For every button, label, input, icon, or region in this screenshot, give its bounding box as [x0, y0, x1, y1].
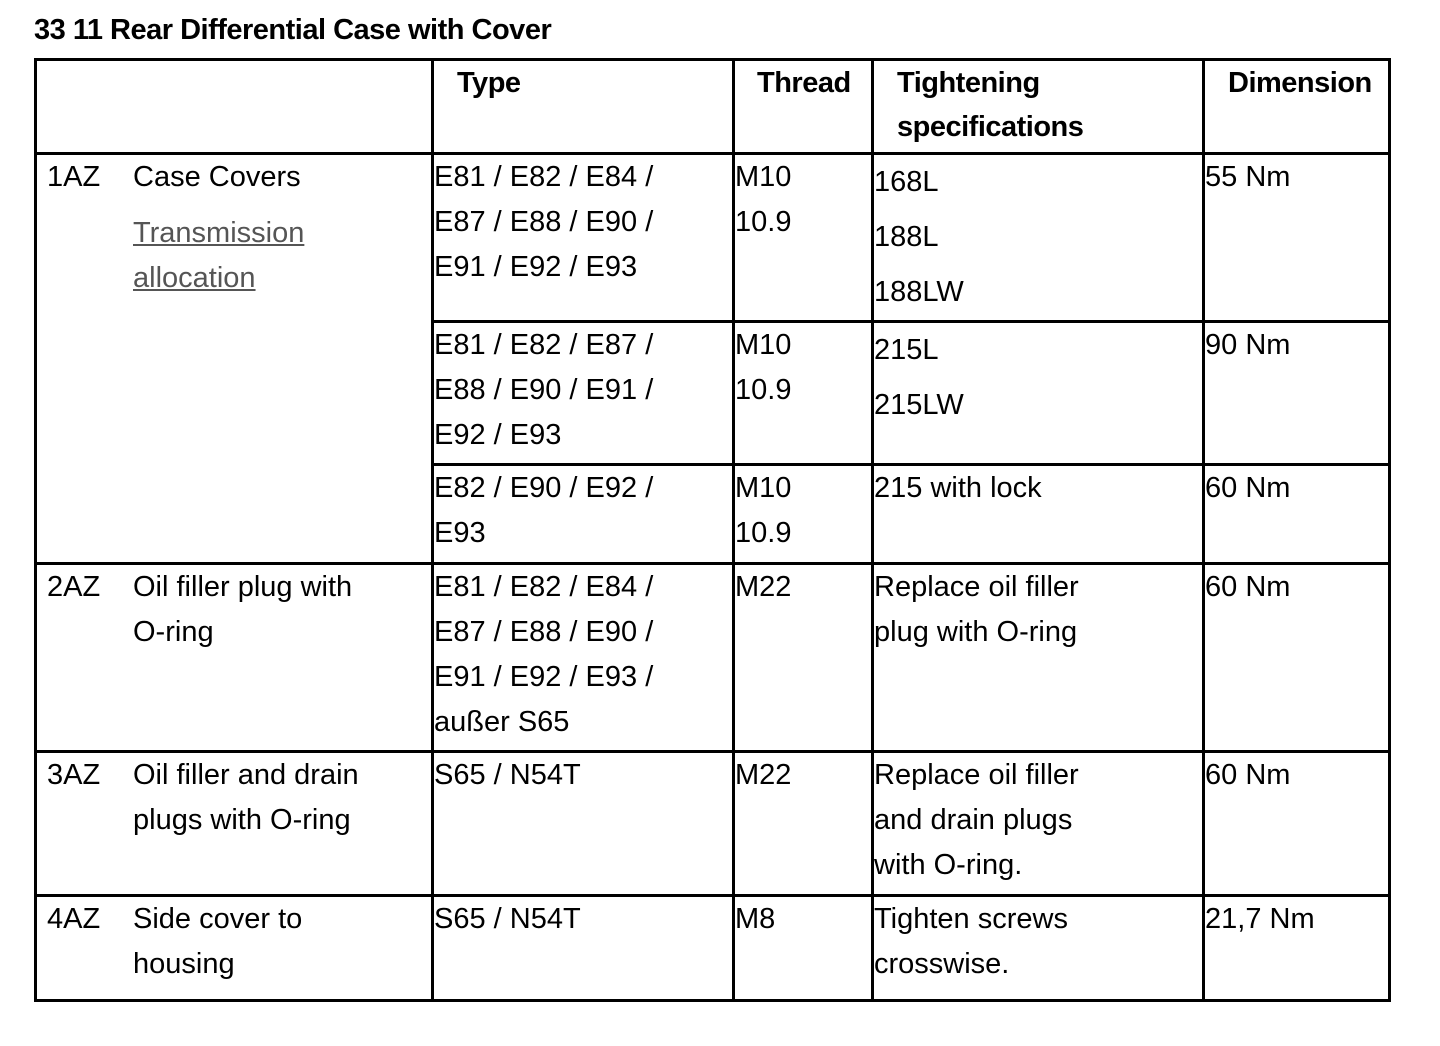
item-4az: [36, 896, 433, 1001]
header-dimension: Dimension: [1204, 60, 1390, 154]
spec-cell: Tighten screws crosswise.: [873, 896, 1204, 1001]
thread-cell: M10 10.9: [734, 154, 873, 322]
dimension-cell: 60 Nm: [1204, 465, 1390, 564]
thread-cell: M10 10.9: [734, 322, 873, 465]
dimension-cell: 90 Nm: [1204, 322, 1390, 465]
dimension-cell: 55 Nm: [1204, 154, 1390, 322]
item-description-text: Case Covers: [133, 161, 301, 193]
spec-cell: 215 with lock: [873, 465, 1204, 564]
header-tightening: [873, 60, 1204, 154]
type-cell: E82 / E90 / E92 / E93: [433, 465, 734, 564]
thread-cell: M22: [734, 752, 873, 896]
type-cell: S65 / N54T: [433, 896, 734, 1001]
dimension-cell: 60 Nm: [1204, 752, 1390, 896]
item-description: Oil filler and drain plugs with O-ring: [133, 759, 359, 836]
spec-cell: 168L 188L 188LW: [873, 154, 1204, 322]
item-code: 1AZ: [47, 161, 101, 193]
spec-cell: Replace oil filler and drain plugs with O-ring.: [873, 752, 1204, 896]
type-cell: E81 / E82 / E84 / E87 / E88 / E90 / E91 / E92 / E93 / außer S65: [433, 564, 734, 752]
header-tightening-line1: Tightening: [897, 67, 1040, 99]
thread-cell: M22: [734, 564, 873, 752]
item-2az: [36, 564, 433, 752]
torque-spec-table: [34, 58, 1391, 1002]
page-title: 33 11 Rear Differential Case with Cover: [34, 14, 552, 46]
item-code: 4AZ: [47, 903, 101, 935]
header-thread: Thread: [734, 60, 873, 154]
spec-cell: 215L 215LW: [873, 322, 1204, 465]
thread-cell: M8: [734, 896, 873, 1001]
table-row: [36, 154, 1390, 322]
table-row: [36, 564, 1390, 752]
item-3az: [36, 752, 433, 896]
header-blank: [36, 60, 433, 154]
table-row: [36, 752, 1390, 896]
item-description: Oil filler plug with O-ring: [133, 571, 353, 648]
transmission-allocation-link[interactable]: Transmission allocation: [133, 217, 305, 294]
type-cell: E81 / E82 / E87 / E88 / E90 / E91 / E92 / E93: [433, 322, 734, 465]
spec-cell: Replace oil filler plug with O-ring: [873, 564, 1204, 752]
item-code: 3AZ: [47, 759, 101, 791]
item-description: [133, 155, 423, 301]
header-row: [36, 60, 1390, 154]
item-code: 2AZ: [47, 571, 101, 603]
type-cell: E81 / E82 / E84 / E87 / E88 / E90 / E91 / E92 / E93: [433, 154, 734, 322]
item-description: Side cover to housing: [133, 903, 303, 980]
header-type: Type: [433, 60, 734, 154]
item-1az: [36, 154, 433, 564]
dimension-cell: 60 Nm: [1204, 564, 1390, 752]
table-row: [36, 896, 1390, 1001]
thread-cell: M10 10.9: [734, 465, 873, 564]
dimension-cell: 21,7 Nm: [1204, 896, 1390, 1001]
header-tightening-line2: specifications: [897, 111, 1084, 143]
type-cell: S65 / N54T: [433, 752, 734, 896]
